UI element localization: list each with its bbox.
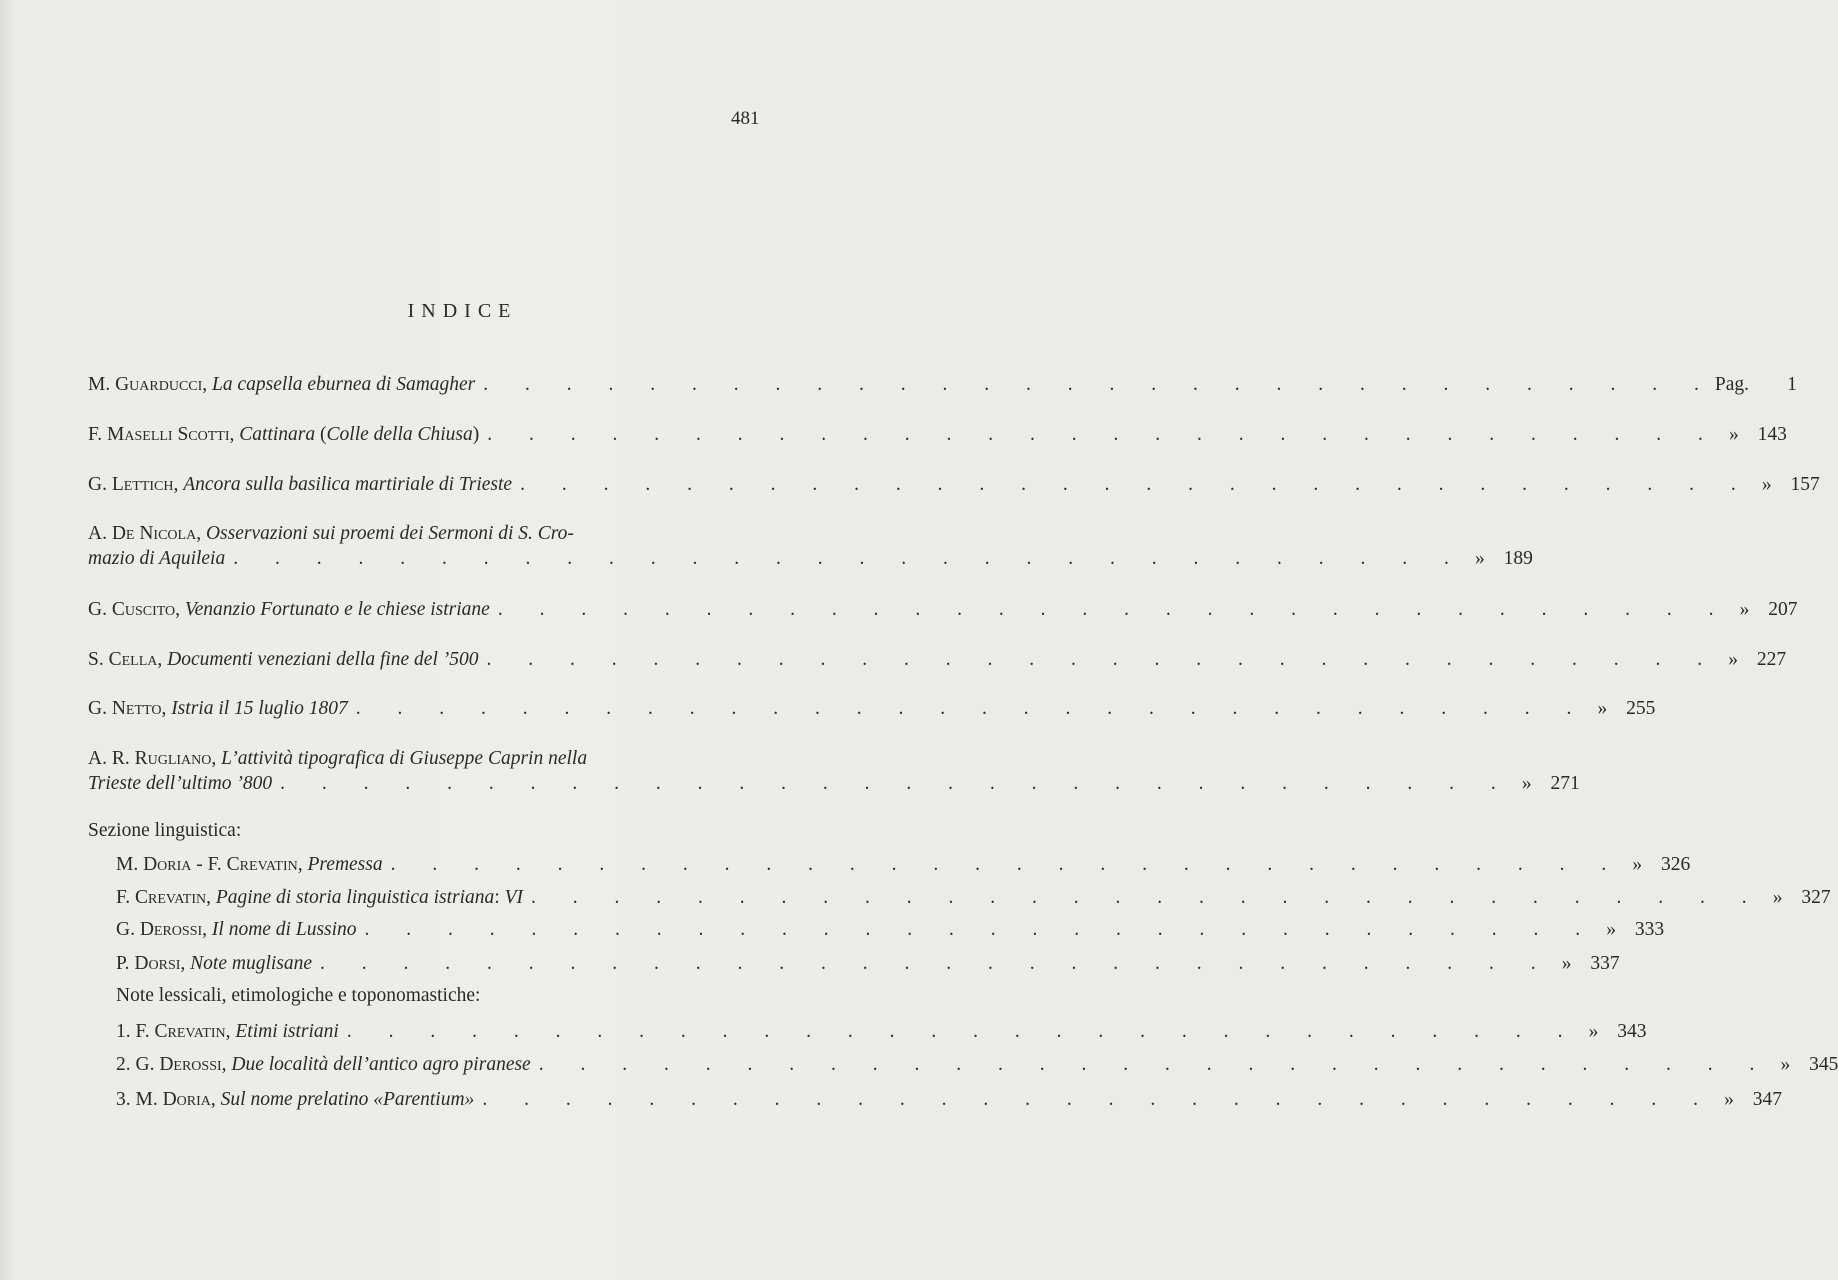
- entry-title-sub: Colle della Chiusa: [326, 424, 473, 445]
- entry-author: P. Dorsi: [116, 953, 181, 974]
- entry-title: Istria il 15 luglio 1807: [171, 698, 348, 719]
- entry-author: G. Derossi: [135, 1054, 222, 1075]
- leader-dots: . . . . . . . . . . . . . . . . . . . . . . . . . . . . . .: [280, 773, 1512, 794]
- entry-author: A. R. Rugliano: [88, 748, 212, 769]
- ditto-mark: »: [1521, 773, 1532, 794]
- entry-author: F. Maselli Scotti: [88, 424, 230, 445]
- entry-title-colon: :: [494, 887, 505, 908]
- toc-entry: G. Netto, Istria il 15 luglio 1807 . . . . . . . . . . . . . . . . . . . . . . . . . . . . . . » 255: [88, 698, 1656, 719]
- toc-entry: A. De Nicola, Osservazioni sui proemi dei Sermoni di S. Cro- mazio di Aquileia . . . . . . . . . . . . . . . . . . . . . . . . . . . . . . » 189: [88, 523, 1533, 569]
- entry-page: 143: [1757, 424, 1787, 445]
- toc-entry: M. Guarducci, La capsella eburnea di Samagher . . . . . . . . . . . . . . . . . . . . . . . . . . . . . . Pag. 1: [88, 374, 1797, 395]
- leader-dots: . . . . . . . . . . . . . . . . . . . . . . . . . . . . . .: [364, 919, 1597, 940]
- entry-author: G. Derossi: [116, 919, 203, 940]
- entry-page: 337: [1590, 953, 1620, 974]
- leader-dots: . . . . . . . . . . . . . . . . . . . . . . . . . . . . . .: [355, 698, 1588, 719]
- toc-entry: F. Crevatin, Pagine di storia linguistica istriana: VI . . . . . . . . . . . . . . . . . . . . . . . . . . . . . . » 327: [116, 887, 1831, 908]
- entry-title: L’attività tipografica di Giuseppe Caprin nella: [221, 748, 588, 769]
- entry-title: Cattinara: [239, 424, 316, 445]
- entry-page: 1: [1787, 374, 1797, 395]
- entry-title-paren-close: ): [472, 424, 480, 445]
- leader-dots: . . . . . . . . . . . . . . . . . . . . . . . . . . . . . .: [487, 424, 1719, 445]
- entry-author: M. Doria: [135, 1089, 211, 1110]
- entry-title: Venanzio Fortunato e le chiese istriane: [184, 599, 490, 620]
- leader-dots: . . . . . . . . . . . . . . . . . . . . . . . . . . . . . .: [233, 548, 1465, 569]
- entry-page: 326: [1661, 854, 1691, 875]
- entry-title: Etimi istriani: [235, 1021, 339, 1042]
- toc-entry: 1. F. Crevatin, Etimi istriani . . . . . . . . . . . . . . . . . . . . . . . . . . . . . . » 343: [116, 1021, 1647, 1042]
- entry-title: Sul nome prelatino «Parentium»: [220, 1089, 475, 1110]
- ditto-mark: »: [1597, 698, 1608, 719]
- toc-entry: G. Cuscito, Venanzio Fortunato e le chiese istriane . . . . . . . . . . . . . . . . . . . . . . . . . . . . . . » 207: [88, 599, 1798, 620]
- leader-dots: . . . . . . . . . . . . . . . . . . . . . . . . . . . . . .: [483, 374, 1715, 395]
- entry-page: 271: [1550, 773, 1580, 794]
- entry-page: 207: [1768, 599, 1798, 620]
- ditto-mark: »: [1729, 424, 1739, 445]
- leader-dots: . . . . . . . . . . . . . . . . . . . . . . . . . . . . . .: [390, 854, 1623, 875]
- entry-page: 347: [1752, 1089, 1782, 1110]
- index-title: INDICE: [407, 300, 518, 322]
- entry-number: 1.: [116, 1021, 131, 1042]
- entry-page: 345: [1809, 1054, 1838, 1075]
- entry-page: 189: [1503, 548, 1533, 569]
- entry-title-cont: Trieste dell’ultimo ’800: [88, 773, 273, 794]
- entry-title: Note muglisane: [190, 953, 313, 974]
- ditto-mark: »: [1772, 887, 1783, 908]
- leader-dots: . . . . . . . . . . . . . . . . . . . . . . . . . . . . . .: [497, 599, 1730, 620]
- entry-author: G. Cuscito: [88, 599, 176, 620]
- ditto-mark: »: [1606, 919, 1617, 940]
- page-label: Pag.: [1714, 374, 1750, 395]
- ditto-mark: »: [1739, 599, 1750, 620]
- ditto-mark: »: [1588, 1021, 1599, 1042]
- section-heading: Sezione linguistica:: [88, 820, 242, 841]
- entry-number: 2.: [116, 1054, 131, 1075]
- toc-entry: 2. G. Derossi, Due località dell’antico agro piranese . . . . . . . . . . . . . . . . . . . . . . . . . . . . . . » 345: [116, 1054, 1838, 1075]
- entry-page: 343: [1617, 1021, 1647, 1042]
- page-number: 481: [731, 108, 760, 129]
- entry-author: A. De Nicola: [88, 523, 197, 544]
- entry-page: 327: [1801, 887, 1831, 908]
- entry-author: F. Crevatin: [135, 1021, 226, 1042]
- entry-author: M. Doria - F. Crevatin: [116, 854, 298, 875]
- leader-dots: . . . . . . . . . . . . . . . . . . . . . . . . . . . . . .: [520, 474, 1752, 495]
- entry-title: Pagine di storia linguistica istriana: [215, 887, 495, 908]
- leader-dots: . . . . . . . . . . . . . . . . . . . . . . . . . . . . . .: [346, 1021, 1579, 1042]
- entry-author: S. Cella: [88, 649, 158, 670]
- entry-number: 3.: [116, 1089, 131, 1110]
- toc-entry: 3. M. Doria, Sul nome prelatino «Parentium» . . . . . . . . . . . . . . . . . . . . . . . . . . . . . . » 347: [116, 1089, 1782, 1110]
- leader-dots: . . . . . . . . . . . . . . . . . . . . . . . . . . . . . .: [531, 887, 1763, 908]
- toc-entry: P. Dorsi, Note muglisane . . . . . . . . . . . . . . . . . . . . . . . . . . . . . . » 337: [116, 953, 1620, 974]
- entry-title: Il nome di Lussino: [211, 919, 357, 940]
- ditto-mark: »: [1780, 1054, 1791, 1075]
- ditto-mark: »: [1761, 474, 1772, 495]
- entry-title: Osservazioni sui proemi dei Sermoni di S. Cro-: [205, 523, 574, 544]
- entry-page: 227: [1756, 649, 1787, 670]
- entry-title: La capsella eburnea di Samagher: [212, 374, 476, 395]
- subsection-heading: Note lessicali, etimologiche e toponomastiche:: [116, 985, 481, 1006]
- toc-entry: G. Derossi, Il nome di Lussino . . . . . . . . . . . . . . . . . . . . . . . . . . . . . . » 333: [116, 919, 1665, 940]
- leader-dots: . . . . . . . . . . . . . . . . . . . . . . . . . . . . . .: [486, 649, 1719, 670]
- ditto-mark: »: [1561, 953, 1572, 974]
- ditto-mark: »: [1724, 1089, 1734, 1110]
- entry-title: Documenti veneziani della fine del ’500: [167, 649, 479, 670]
- entry-page: 157: [1790, 474, 1820, 495]
- entry-title-paren: (: [315, 424, 327, 445]
- entry-page: 333: [1634, 919, 1665, 940]
- ditto-mark: »: [1632, 854, 1643, 875]
- leader-dots: . . . . . . . . . . . . . . . . . . . . . . . . . . . . . .: [320, 953, 1552, 974]
- ditto-mark: »: [1474, 548, 1485, 569]
- entry-page: 255: [1626, 698, 1656, 719]
- entry-title-volume: VI: [504, 887, 524, 908]
- leader-dots: . . . . . . . . . . . . . . . . . . . . . . . . . . . . . .: [482, 1089, 1714, 1110]
- toc-entry: M. Doria - F. Crevatin, Premessa . . . . . . . . . . . . . . . . . . . . . . . . . . . . . . » 326: [116, 854, 1691, 875]
- entry-author: M. Guarducci: [88, 374, 203, 395]
- toc-entry: S. Cella, Documenti veneziani della fine del ’500 . . . . . . . . . . . . . . . . . . . . . . . . . . . . . . » 227: [88, 649, 1787, 670]
- toc-entry: G. Lettich, Ancora sulla basilica martiriale di Trieste . . . . . . . . . . . . . . . . . . . . . . . . . . . . . . » 157: [88, 474, 1820, 495]
- toc-entry: F. Maselli Scotti, Cattinara (Colle della Chiusa) . . . . . . . . . . . . . . . . . . . . . . . . . . . . . . » 143: [88, 424, 1787, 445]
- leader-dots: . . . . . . . . . . . . . . . . . . . . . . . . . . . . . .: [538, 1054, 1771, 1075]
- entry-author: G. Netto: [88, 698, 162, 719]
- entry-title: Due località dell’antico agro piranese: [231, 1054, 531, 1075]
- entry-author: F. Crevatin: [116, 887, 207, 908]
- entry-author: G. Lettich: [88, 474, 174, 495]
- entry-title: Ancora sulla basilica martiriale di Trieste: [183, 474, 513, 495]
- entry-title: Premessa: [307, 854, 383, 875]
- ditto-mark: »: [1728, 649, 1738, 670]
- toc-entry: A. R. Rugliano, L’attività tipografica di Giuseppe Caprin nella Trieste dell’ultimo ’800 . . . . . . . . . . . . . . . . . . . . . . . . . . . . . . » 271: [88, 748, 1580, 794]
- entry-title-cont: mazio di Aquileia: [88, 548, 226, 569]
